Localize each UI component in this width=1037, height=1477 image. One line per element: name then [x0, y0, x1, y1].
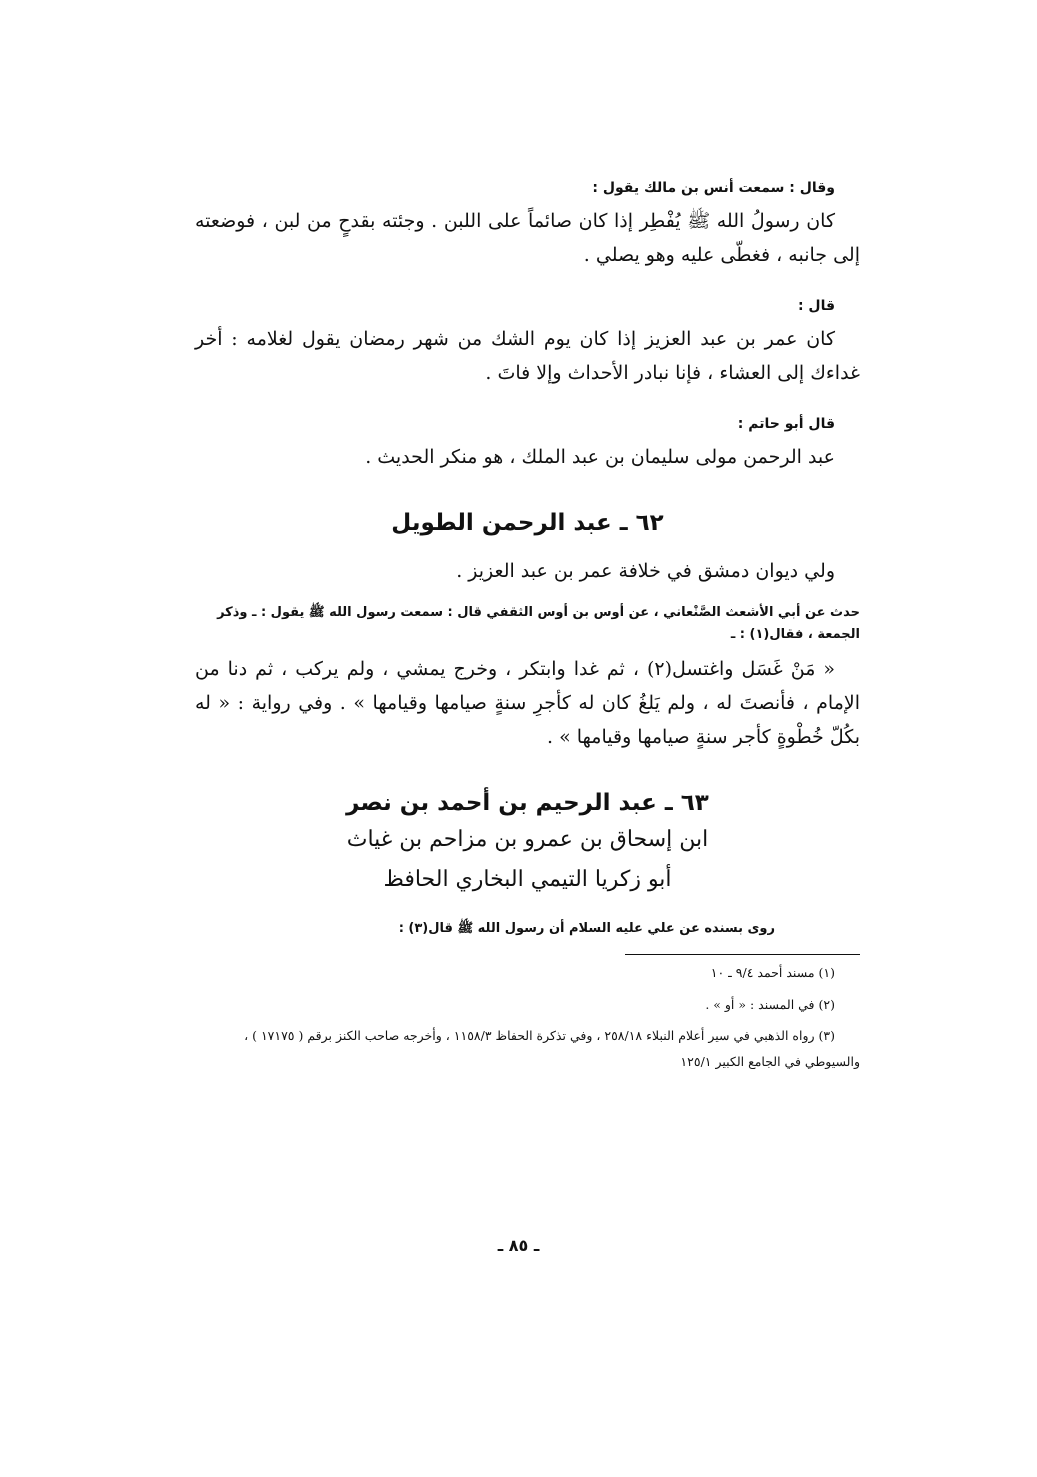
section-label: قال : — [797, 298, 835, 314]
footnote: (١) مسند أحمد ٩/٤ ـ ١٠ — [710, 965, 835, 980]
entry-kunya: أبو زكريا التيمي البخاري الحافظ — [383, 867, 672, 892]
entry-lineage: ابن إسحاق بن عمرو بن مزاحم بن غياث — [346, 827, 709, 852]
footnote-divider — [625, 954, 860, 955]
paragraph: كان رسولُ الله ﷺ يُفْطِر إذا كان صائماً على اللبن . وجئته بقدحٍ من لبن ، فوضعته إلى جانبه ، فغطّى عليه وهو يصلي . — [195, 210, 860, 266]
section-label: قال أبو حاتم : — [737, 416, 835, 432]
entry-intro: ولي ديوان دمشق في خلافة عمر بن عبد العزيز . — [456, 560, 835, 582]
paragraph: عبد الرحمن مولى سليمان بن عبد الملك ، هو منكر الحديث . — [365, 446, 835, 468]
footnote: (٣) رواه الذهبي في سير أعلام النبلاء ٢٥٨/١٨ ، وفي تذكرة الحفاظ ١١٥٨/٣ ، وأخرجه صاحب الكنز برقم ( ١٧١٧٥ ) ، والسيوطي في الجامع الكبير ١٢٥/١ — [244, 1028, 860, 1069]
chain-of-narration: حدث عن أبي الأشعث الصَّنْعاني ، عن أوس بن أوس الثقفي قال : سمعت رسول الله ﷺ يقول : ـ وذكر الجمعة ، فقال(١) : ـ — [217, 605, 860, 642]
paragraph: كان عمر بن عبد العزيز إذا كان يوم الشك من شهر رمضان يقول لغلامه : أخر غداءك إلى العشاء ، فإنا نبادر الأحداث وإلا فاتَ . — [195, 328, 860, 384]
footnote: (٢) في المسند : « أو » . — [705, 997, 835, 1012]
hadith-text: « مَنْ غَسَل واغتسل(٢) ، ثم غدا وابتكر ، وخرج يمشي ، ولم يركب ، ثم دنا من الإمام ، فأنصتَ له ، ولم يَلغُ كان له كأجرِ سنةٍ صيامها وقيامها » . وفي رواية : « له بكُلّ خُطْوةٍ كأجر سنةٍ صيامها وقيامها » . — [195, 658, 860, 748]
section-label: وقال : سمعت أنس بن مالك يقول : — [592, 180, 835, 196]
page-body — [195, 178, 860, 1075]
page-number: ـ ٨٥ ـ — [497, 1236, 540, 1255]
narration-intro: روى بسنده عن علي عليه السلام أن رسول الله ﷺ قال(٣) : — [398, 921, 775, 936]
entry-heading: ٦٣ ـ عبد الرحيم بن أحمد بن نصر — [346, 790, 709, 816]
entry-heading: ٦٢ ـ عبد الرحمن الطويل — [391, 510, 664, 536]
